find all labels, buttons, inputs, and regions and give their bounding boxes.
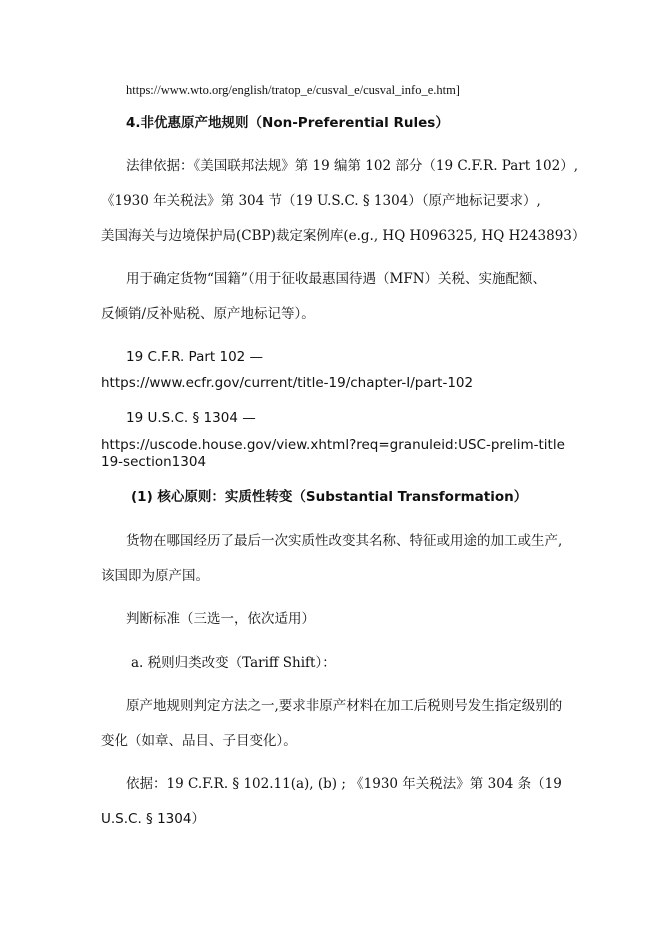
legal-basis-line-2: 《1930 年关税法》第 304 节（19 U.S.C. § 1304）（原产地标记要求）, xyxy=(101,193,541,209)
uscode-url-line-1[interactable]: https://uscode.house.gov/view.xhtml?req=granuleid:USC-prelim-title xyxy=(101,437,565,453)
purpose-line-1: 用于确定货物“国籍”（用于征收最惠国待遇（MFN）关税、实施配额、 xyxy=(126,271,547,287)
purpose-line-2: 反倾销/反补贴税、原产地标记等）。 xyxy=(101,306,315,322)
usc-reference-label: 19 U.S.C. § 1304 — xyxy=(126,410,256,426)
principle-line-2: 该国即为原产国。 xyxy=(101,568,209,584)
tariff-shift-item: a. 税则归类改变（Tariff Shift）： xyxy=(131,655,336,671)
tariff-shift-desc-line-1: 原产地规则判定方法之一,要求非原产材料在加工后税则号发生指定级别的 xyxy=(126,698,563,714)
cfr-reference-label: 19 C.F.R. Part 102 — xyxy=(126,349,264,365)
tariff-shift-desc-line-2: 变化（如章、品目、子目变化）。 xyxy=(101,733,297,749)
wto-reference-url[interactable]: https://www.wto.org/english/tratop_e/cusval_e/cusval_info_e.htm] xyxy=(126,83,460,97)
basis-line-1: 依据：19 C.F.R. § 102.11(a), (b) ; 《1930 年关税法》第 304 条（19 xyxy=(126,776,562,792)
legal-basis-line-3: 美国海关与边境保护局(CBP)裁定案例库(e.g., HQ H096325, HQ H243893） xyxy=(101,228,586,244)
criteria-heading: 判断标准（三选一，依次适用） xyxy=(126,611,315,627)
section-heading-non-preferential-rules: 4.非优惠原产地规则（Non-Preferential Rules） xyxy=(126,115,449,131)
subsection-heading-substantial-transformation: (1) 核心原则：实质性转变（Substantial Transformation） xyxy=(131,489,528,505)
ecfr-url[interactable]: https://www.ecfr.gov/current/title-19/chapter-I/part-102 xyxy=(101,375,474,391)
uscode-url-line-2[interactable]: 19-section1304 xyxy=(101,454,207,470)
basis-line-2: U.S.C. § 1304） xyxy=(101,811,205,827)
legal-basis-line-1: 法律依据：《美国联邦法规》第 19 编第 102 部分（19 C.F.R. Part 102）, xyxy=(126,158,579,174)
principle-line-1: 货物在哪国经历了最后一次实质性改变其名称、特征或用途的加工或生产, xyxy=(126,533,563,549)
